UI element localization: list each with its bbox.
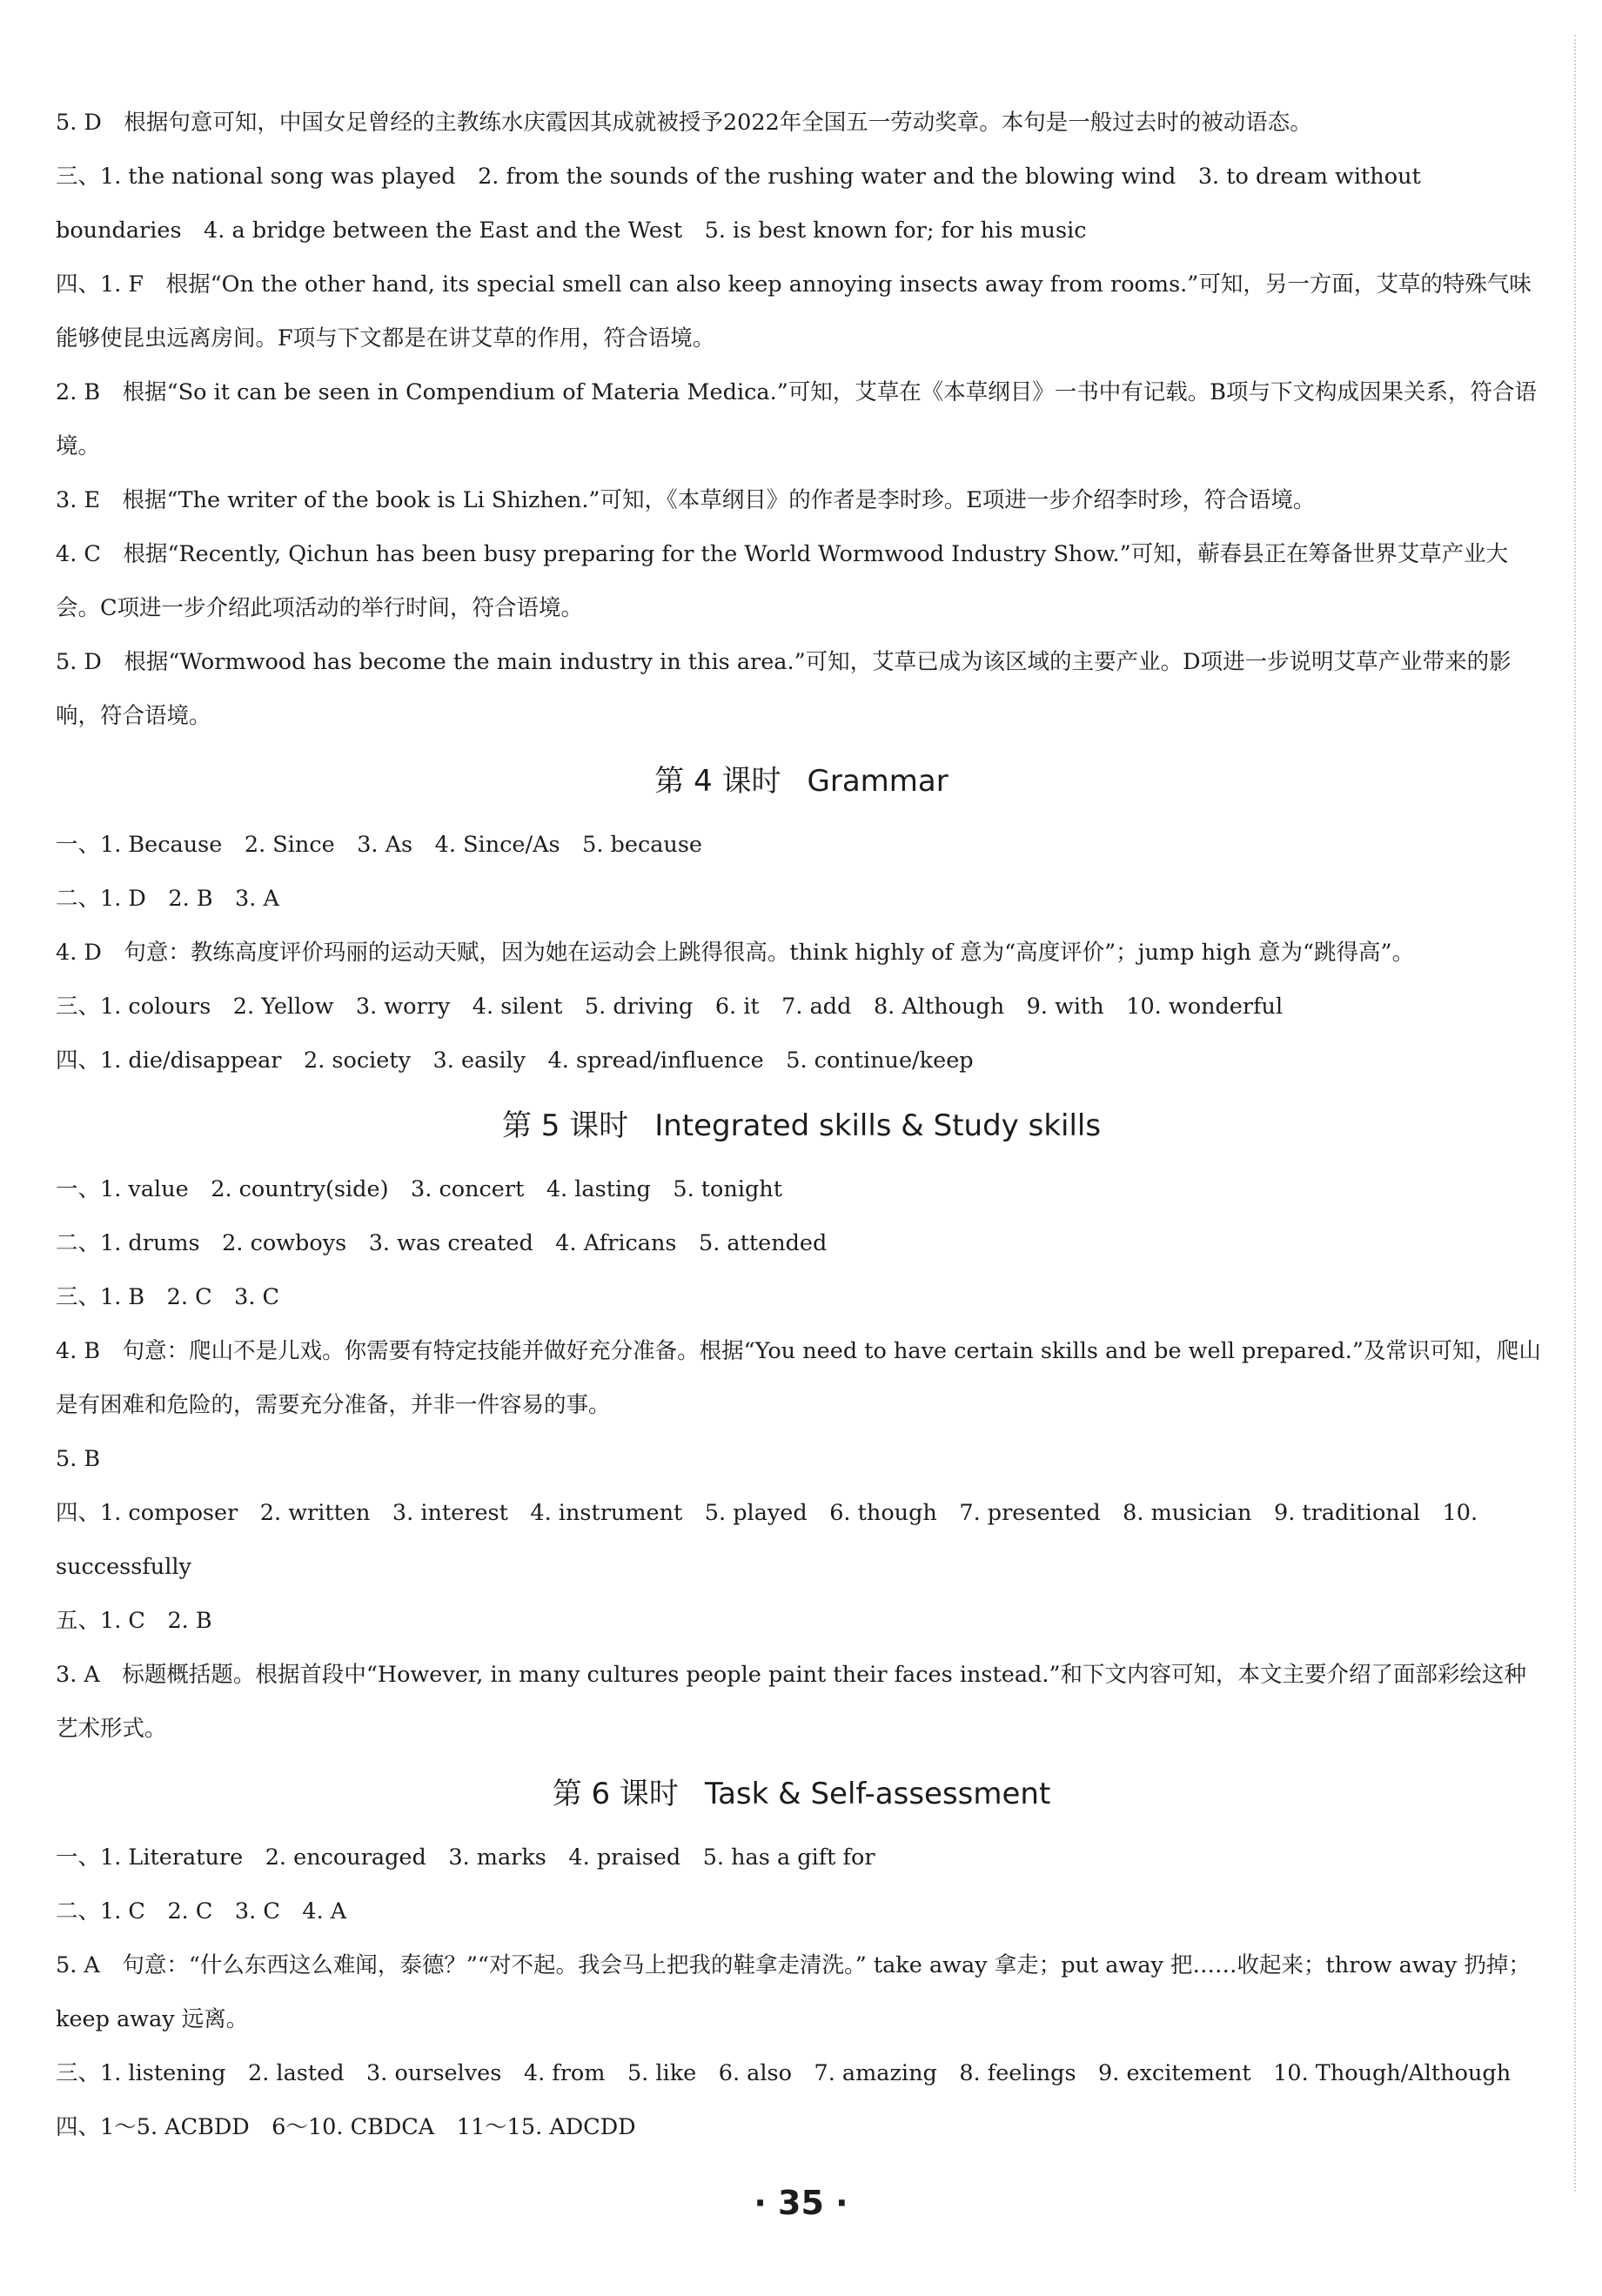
answer-line: 5. D 根据“Wormwood has become the main industry in this area.”可知，艾草已成为该区域的主要产业。D项进一步说明艾草产业带来的影响，符合语境。 xyxy=(56,649,1512,729)
answer-line: 5. A 句意：“什么东西这么难闻，泰德？”“对不起。我会马上把我的鞋拿走清洗。” take away 拿走；put away 把……收起来；throw away 扔掉；keep away 远离。 xyxy=(56,1952,1531,2032)
heading-cn: 第 5 课时 xyxy=(501,1108,629,1143)
lesson-5-heading xyxy=(56,1098,1547,1154)
lesson-4-heading xyxy=(56,753,1547,809)
answer-line: 二、1. drums 2. cowboys 3. was created 4. Africans 5. attended xyxy=(56,1230,828,1256)
answer-line: 二、1. D 2. B 3. A xyxy=(56,886,279,912)
answer-line: 二、1. C 2. C 3. C 4. A xyxy=(56,1898,347,1924)
answer-line: 三、1. colours 2. Yellow 3. worry 4. silent 5. driving 6. it 7. add 8. Although 9. with 10. wonderful xyxy=(56,994,1284,1020)
answer-line: 一、1. value 2. country(side) 3. concert 4. lasting 5. tonight xyxy=(56,1176,782,1202)
answer-line: 4. B 句意：爬山不是儿戏。你需要有特定技能并做好充分准备。根据“You need to have certain skills and be well prepared.”及常识可知，爬山是有困难和危险的，需要充分准备，并非一件容易的事。 xyxy=(56,1338,1541,1418)
section-block-1 xyxy=(56,96,1547,743)
answer-line: 一、1. Because 2. Since 3. As 4. Since/As 5. because xyxy=(56,832,703,858)
lesson-6-heading xyxy=(56,1766,1547,1822)
heading-en: Task & Self-assessment xyxy=(704,1777,1051,1811)
answer-line: 2. B 根据“So it can be seen in Compendium of Materia Medica.”可知，艾草在《本草纲目》一书中有记载。B项与下文构成因果关系，符合语境。 xyxy=(56,379,1537,459)
answer-line: 三、1. B 2. C 3. C xyxy=(56,1284,280,1310)
answer-line: 四、1. F 根据“On the other hand, its special smell can also keep annoying insects away from rooms.”可知，另一方面，艾草的特殊气味能够使昆虫远离房间。F项与下文都是在讲艾草的作用，符合语境。 xyxy=(56,271,1532,351)
answer-line: 四、1～5. ACBDD 6～10. CBDCA 11～15. ADCDD xyxy=(56,2114,636,2140)
answer-line: 五、1. C 2. B xyxy=(56,1608,212,1634)
answer-line: 5. B xyxy=(56,1446,101,1472)
heading-cn: 第 6 课时 xyxy=(552,1777,679,1811)
answer-line: 一、1. Literature 2. encouraged 3. marks 4. praised 5. has a gift for xyxy=(56,1844,875,1871)
section-block-3 xyxy=(56,1162,1547,1756)
section-block-4 xyxy=(56,1831,1547,2154)
answer-line: 4. D 句意：教练高度评价玛丽的运动天赋，因为她在运动会上跳得很高。think highly of 意为“高度评价”；jump high 意为“跳得高”。 xyxy=(56,940,1415,966)
answer-line: 5. D 根据句意可知，中国女足曾经的主教练水庆霞因其成就被授予2022年全国五一劳动奖章。本句是一般过去时的被动语态。 xyxy=(56,110,1312,136)
section-block-2 xyxy=(56,818,1547,1088)
page-edge-divider xyxy=(1574,35,1576,2192)
answer-line: 4. C 根据“Recently, Qichun has been busy preparing for the World Wormwood Industry Show.”可知，蕲春县正在筹备世界艾草产业大会。C项进一步介绍此项活动的举行时间，符合语境。 xyxy=(56,541,1509,621)
answer-line: 3. E 根据“The writer of the book is Li Shizhen.”可知，《本草纲目》的作者是李时珍。E项进一步介绍李时珍，符合语境。 xyxy=(56,487,1316,513)
heading-en: Grammar xyxy=(807,764,948,799)
answer-line: 三、1. listening 2. lasted 3. ourselves 4. from 5. like 6. also 7. amazing 8. feelings 9. excitement 10. Though/Although xyxy=(56,2060,1512,2086)
answer-line: 三、1. the national song was played 2. from the sounds of the rushing water and the blowing wind 3. to dream without boundaries 4. a bridge between the East and the West 5. is best known for; for his music xyxy=(56,164,1421,244)
page-number: · 35 · xyxy=(754,2184,848,2222)
answer-line: 四、1. die/disappear 2. society 3. easily 4. spread/influence 5. continue/keep xyxy=(56,1048,974,1074)
answer-line: 四、1. composer 2. written 3. interest 4. instrument 5. played 6. though 7. presented 8. musician 9. traditional 10. successfully xyxy=(56,1500,1478,1580)
answer-line: 3. A 标题概括题。根据首段中“However, in many cultures people paint their faces instead.”和下文内容可知，本文主要介绍了面部彩绘这种艺术形式。 xyxy=(56,1662,1526,1742)
answer-page xyxy=(56,96,1547,2154)
heading-en: Integrated skills & Study skills xyxy=(654,1108,1102,1143)
heading-cn: 第 4 课时 xyxy=(654,764,781,799)
